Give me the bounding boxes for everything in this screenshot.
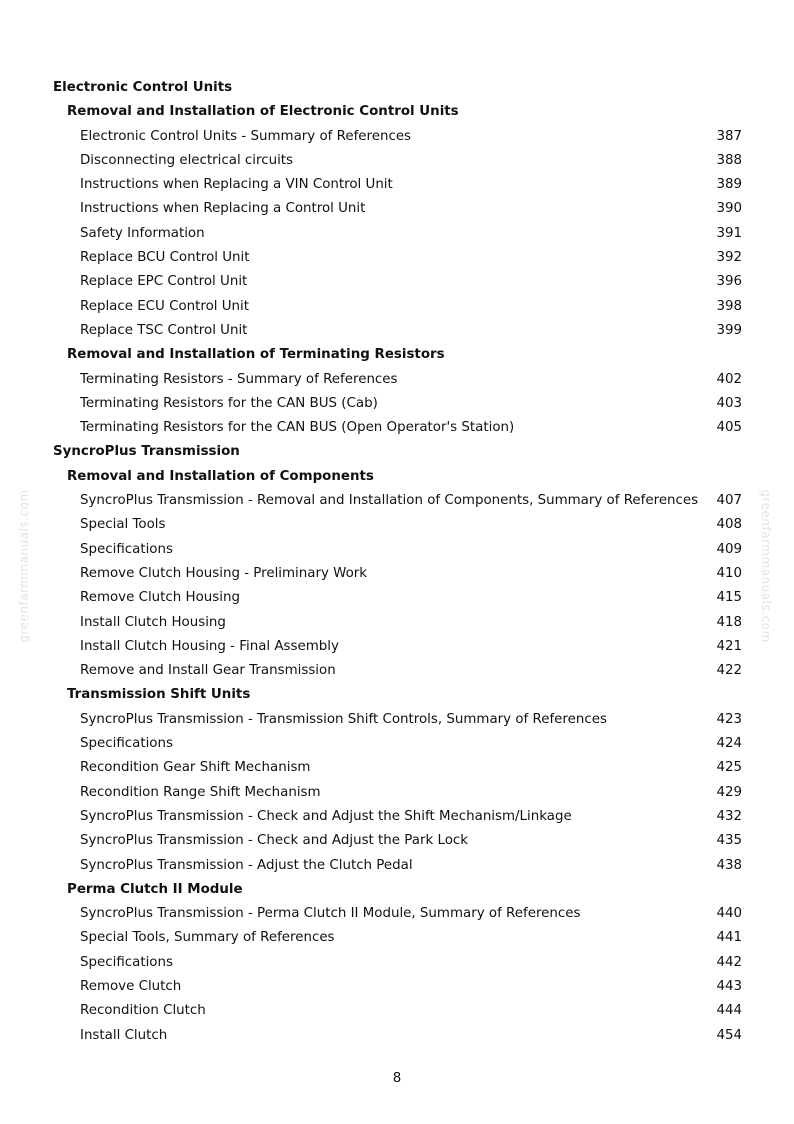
toc-subsection[interactable]: [0, 343, 794, 367]
toc-subsection[interactable]: [0, 683, 794, 707]
toc-entry-title: Replace BCU Control Unit: [80, 250, 250, 266]
toc-entry[interactable]: [0, 854, 794, 878]
toc-entry-page: 423: [716, 711, 742, 727]
toc-entry-title: SyncroPlus Transmission: [53, 444, 240, 460]
toc-entry-title: SyncroPlus Transmission - Check and Adjust the Shift Mechanism/Linkage: [80, 808, 572, 824]
toc-entry-page: 425: [716, 760, 742, 776]
toc-entry-page: 443: [716, 978, 742, 994]
toc-entry-page: 403: [716, 395, 742, 411]
toc-entry[interactable]: [0, 295, 794, 319]
watermark-right: greenfarmmanuals.com: [759, 489, 773, 643]
toc-entry-title: SyncroPlus Transmission - Adjust the Clutch Pedal: [80, 857, 413, 873]
toc-entry-title: Special Tools, Summary of References: [80, 930, 335, 946]
toc-entry[interactable]: [0, 319, 794, 343]
toc-entry-title: Install Clutch Housing: [80, 614, 226, 630]
toc-entry[interactable]: [0, 902, 794, 926]
toc-entry-page: 390: [716, 201, 742, 217]
toc-entry-page: 421: [716, 638, 742, 654]
toc-entry-title: Instructions when Replacing a VIN Control Unit: [80, 177, 393, 193]
toc-entry[interactable]: [0, 732, 794, 756]
toc-entry[interactable]: [0, 489, 794, 513]
toc-entry-title: Terminating Resistors for the CAN BUS (Cab): [80, 395, 378, 411]
toc-entry-page: 402: [716, 371, 742, 387]
toc-entry-page: 429: [716, 784, 742, 800]
toc-entry-title: Replace ECU Control Unit: [80, 298, 250, 314]
toc-entry-title: Removal and Installation of Electronic Control Units: [67, 104, 459, 120]
toc-entry-page: 442: [716, 954, 742, 970]
toc-entry[interactable]: [0, 173, 794, 197]
toc-entry-title: Replace TSC Control Unit: [80, 322, 248, 338]
toc-entry-title: SyncroPlus Transmission - Check and Adjust the Park Lock: [80, 833, 469, 849]
toc-entry-page: 441: [716, 930, 742, 946]
toc-entry-page: 392: [716, 250, 742, 266]
toc-entry-page: 424: [716, 736, 742, 752]
toc-entry[interactable]: [0, 926, 794, 950]
toc-entry[interactable]: [0, 951, 794, 975]
toc-entry-title: Specifications: [80, 954, 173, 970]
toc-entry-title: Install Clutch: [80, 1027, 168, 1043]
toc-entry-title: Specifications: [80, 541, 173, 557]
toc-entry-title: Transmission Shift Units: [67, 687, 251, 703]
toc-entry-page: 405: [716, 420, 742, 436]
toc-entry[interactable]: [0, 368, 794, 392]
toc-entry[interactable]: [0, 538, 794, 562]
toc-subsection[interactable]: [0, 465, 794, 489]
toc-entry-title: Removal and Installation of Components: [67, 468, 374, 484]
table-of-contents: [0, 76, 794, 1048]
toc-entry-title: Terminating Resistors for the CAN BUS (Open Operator's Station): [80, 420, 515, 436]
toc-subsection[interactable]: [0, 878, 794, 902]
toc-entry[interactable]: [0, 125, 794, 149]
toc-entry-page: 438: [716, 857, 742, 873]
page-number: 8: [392, 1071, 402, 1086]
toc-section[interactable]: [0, 76, 794, 100]
toc-entry[interactable]: [0, 999, 794, 1023]
toc-entry-title: Safety Information: [80, 225, 205, 241]
toc-entry-title: Recondition Range Shift Mechanism: [80, 784, 321, 800]
toc-entry-page: 399: [716, 322, 742, 338]
toc-entry-page: 391: [716, 225, 742, 241]
toc-entry[interactable]: [0, 416, 794, 440]
toc-entry[interactable]: [0, 246, 794, 270]
toc-entry[interactable]: [0, 708, 794, 732]
toc-entry-page: 418: [716, 614, 742, 630]
toc-entry-page: 410: [716, 565, 742, 581]
toc-entry-page: 422: [716, 663, 742, 679]
toc-entry[interactable]: [0, 781, 794, 805]
toc-entry-title: Removal and Installation of Terminating Resistors: [67, 347, 445, 363]
toc-entry-page: 389: [716, 177, 742, 193]
toc-entry-title: Recondition Clutch: [80, 1003, 206, 1019]
toc-entry-title: Remove Clutch Housing: [80, 590, 240, 606]
toc-entry-title: SyncroPlus Transmission - Perma Clutch II Module, Summary of References: [80, 906, 581, 922]
toc-entry[interactable]: [0, 513, 794, 537]
toc-entry[interactable]: [0, 270, 794, 294]
toc-entry-page: 396: [716, 274, 742, 290]
toc-entry-title: Replace EPC Control Unit: [80, 274, 248, 290]
toc-entry-page: 387: [716, 128, 742, 144]
toc-entry-page: 407: [716, 493, 742, 509]
watermark-left: greenfarmmanuals.com: [17, 489, 31, 643]
toc-entry-title: SyncroPlus Transmission - Removal and Installation of Components, Summary of References: [80, 493, 699, 509]
toc-entry-page: 440: [716, 906, 742, 922]
toc-entry-title: Remove Clutch Housing - Preliminary Work: [80, 565, 368, 581]
toc-entry-title: Install Clutch Housing - Final Assembly: [80, 638, 339, 654]
toc-entry[interactable]: [0, 586, 794, 610]
toc-entry[interactable]: [0, 829, 794, 853]
toc-entry-page: 435: [716, 833, 742, 849]
toc-entry-page: 408: [716, 517, 742, 533]
toc-entry-page: 409: [716, 541, 742, 557]
toc-entry-title: Terminating Resistors - Summary of References: [80, 371, 398, 387]
toc-entry-title: Electronic Control Units - Summary of References: [80, 128, 412, 144]
toc-entry-title: Remove Clutch: [80, 978, 182, 994]
toc-entry-title: Recondition Gear Shift Mechanism: [80, 760, 311, 776]
toc-entry[interactable]: [0, 756, 794, 780]
toc-entry-title: Special Tools: [80, 517, 166, 533]
toc-entry-title: Electronic Control Units: [53, 80, 233, 95]
toc-subsection[interactable]: [0, 100, 794, 124]
toc-entry-page: 415: [716, 590, 742, 606]
toc-entry-title: SyncroPlus Transmission - Transmission Shift Controls, Summary of References: [80, 711, 607, 727]
toc-entry-page: 398: [716, 298, 742, 314]
toc-entry[interactable]: [0, 635, 794, 659]
toc-entry-page: 432: [716, 808, 742, 824]
toc-entry-title: Specifications: [80, 736, 173, 752]
toc-entry-title: Perma Clutch II Module: [67, 881, 243, 897]
toc-entry-title: Instructions when Replacing a Control Unit: [80, 201, 366, 217]
toc-section[interactable]: [0, 440, 794, 464]
toc-entry[interactable]: [0, 1024, 794, 1048]
toc-entry-page: 454: [716, 1027, 742, 1043]
toc-entry-page: 444: [716, 1003, 742, 1019]
toc-entry[interactable]: [0, 392, 794, 416]
toc-entry[interactable]: [0, 197, 794, 221]
toc-entry-page: 388: [716, 152, 742, 168]
toc-entry[interactable]: [0, 975, 794, 999]
toc-entry-title: Remove and Install Gear Transmission: [80, 663, 336, 679]
toc-entry[interactable]: [0, 562, 794, 586]
toc-entry-title: Disconnecting electrical circuits: [80, 152, 294, 168]
toc-entry[interactable]: [0, 222, 794, 246]
toc-entry[interactable]: [0, 659, 794, 683]
toc-entry[interactable]: [0, 149, 794, 173]
toc-entry[interactable]: [0, 611, 794, 635]
toc-entry[interactable]: [0, 805, 794, 829]
